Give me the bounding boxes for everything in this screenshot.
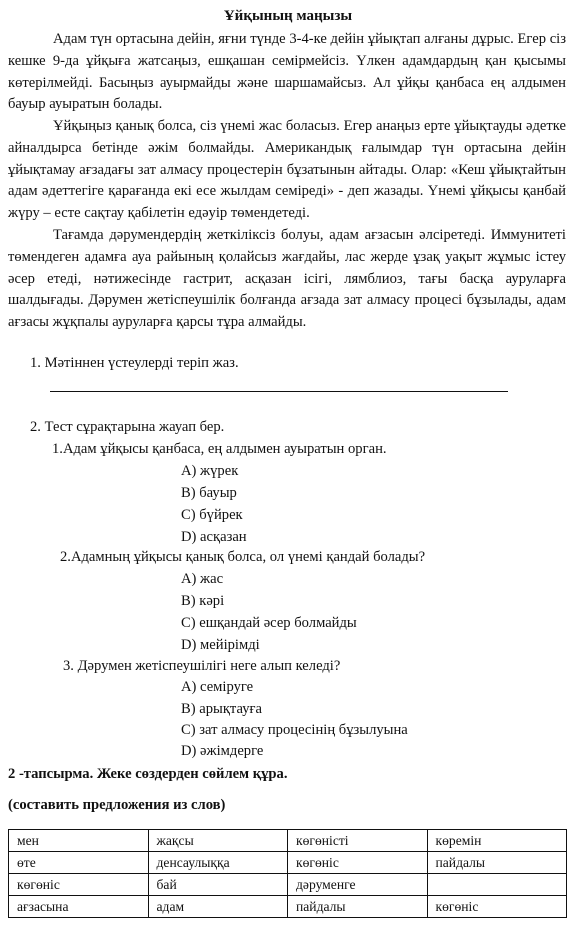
paragraph-3: Тағамда дәрумендердің жеткіліксіз болуы, адам ағзасын әлсіретеді. Иммунитеті төмендеген адамға ауа райының қолайсыз жағдайы, лас жерде ұзақ уақыт жұмыс істеу әсер етеді, нәтижесінде гастрит, асқазан ісігі, лямблиоз, тағы басқа ауруларға шалдығады. Дәрумен жетіспеушілік болғанда ағзада зат алмасу процесі бұзылады, адам ағзасы жұқпалы ауруларға қарсы тұра алмайды. [8,227,566,331]
task-3-subheading: (составить предложения из слов) [8,797,226,813]
paragraph-2: Ұйқыңыз қанық болса, сіз үнемі жас боласыз. Егер анаңыз ерте ұйықтауды әдетке айналдырса бетінде әжім болмайды. Американдық ғалымдар түн ортасына дейін ұйықтамау ағзадағы зат алмасу процестерін бұзатынын айтады. Олар: «Кеш ұйықтайтын адам әдеттегіге қарағанда екі есе жылдам семіреді» - деп жазады. Үнемі ұйқысы қанбай жүру – есте сақтау қабілетін едәуір төмендетеді. [8,118,566,222]
question-1-option-a: A) жүрек [181,463,239,479]
table-cell: мен [9,830,149,852]
table-row [9,874,567,896]
question-1: 1.Адам ұйқысы қанбаса, ең алдымен ауыратын орган. [52,441,387,457]
table-cell: дәруменге [288,874,428,896]
question-2-option-c: C) ешқандай әсер болмайды [181,615,357,631]
question-1-option-c: C) бүйрек [181,507,243,523]
table-cell: адам [148,896,288,918]
table-cell: көремін [427,830,567,852]
table-cell: көгөніс [9,874,149,896]
question-3-option-d: D) әжімдерге [181,743,264,759]
table-cell: өте [9,852,149,874]
paragraph-1: Адам түн ортасына дейін, яғни түнде 3-4-ке дейін ұйықтап алғаны дұрыс. Егер сіз кешке 9-да ұйқыға жатсаңыз, ешқашан семірмейсіз. Үлкен адамдардың қан қысымы көтерілмейді. Басыңыз ауырмайды және шаршамайсыз. Ал ұйқы қанбаса ең алдымен бауыр ауыратын болады. [8,31,566,113]
task-3-heading: 2 -тапсырма. Жеке сөздерден сөйлем құра. [8,766,288,782]
question-3-option-b: B) арықтауға [181,701,262,717]
table-cell: денсаулыққа [148,852,288,874]
table-cell: көгөніс [427,896,567,918]
table-row [9,896,567,918]
document-title: Ұйқының маңызы [223,8,353,24]
table-row [9,852,567,874]
question-3-option-a: A) семіруге [181,679,254,695]
table-cell: ағзасына [9,896,149,918]
table-cell: пайдалы [427,852,567,874]
question-1-option-d: D) асқазан [181,529,247,545]
question-2-option-d: D) мейірімді [181,637,260,653]
table-cell: көгөністі [288,830,428,852]
task-1-instruction: 1. Мәтіннен үстеулерді теріп жаз. [30,355,239,371]
question-2-option-b: B) кәрі [181,593,225,609]
question-1-option-b: B) бауыр [181,485,237,501]
table-cell: бай [148,874,288,896]
table-cell: жақсы [148,830,288,852]
question-2: 2.Адамның ұйқысы қанық болса, ол үнемі қандай болады? [60,549,426,565]
word-table [8,829,567,918]
question-3: 3. Дәрумен жетіспеушілігі неге алып келеді? [63,658,341,674]
question-3-option-c: C) зат алмасу процесінің бұзылуына [181,722,408,738]
table-row [9,830,567,852]
question-2-option-a: A) жас [181,571,224,587]
table-cell: пайдалы [288,896,428,918]
table-cell [427,874,567,896]
answer-line [50,391,508,392]
table-cell: көгөніс [288,852,428,874]
task-2-instruction: 2. Тест сұрақтарына жауап бер. [30,419,225,435]
